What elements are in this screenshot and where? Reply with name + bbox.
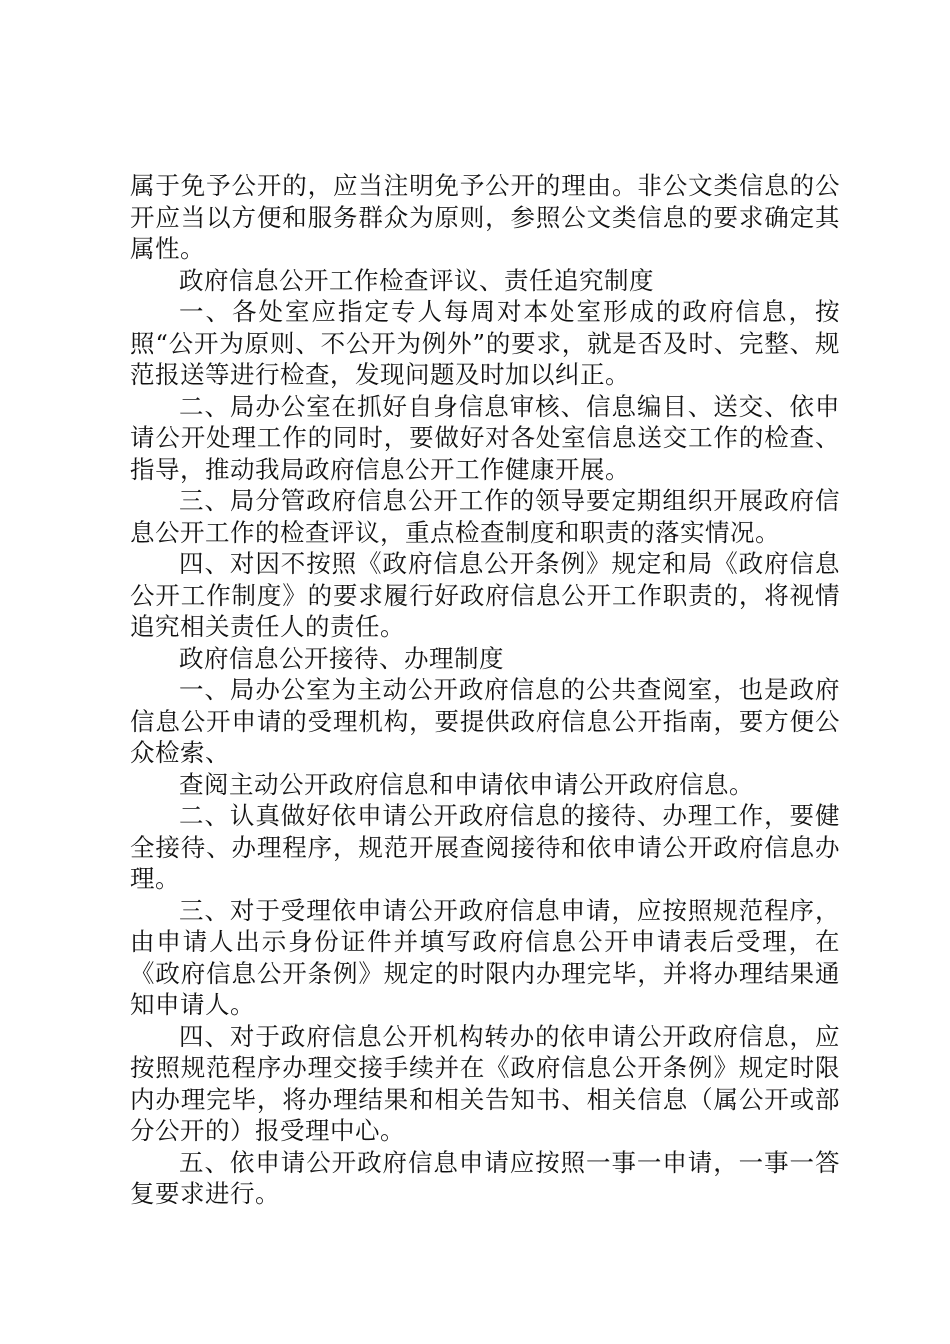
paragraph-reception-1: 一、局办公室为主动公开政府信息的公共查阅室，也是政府信息公开申请的受理机构，要提供政府信息公开指南，要方便公众检索、 — [130, 675, 840, 767]
paragraph-reception-5: 五、依申请公开政府信息申请应按照一事一申请，一事一答复要求进行。 — [130, 1147, 840, 1208]
paragraph-reception-2: 二、认真做好依申请公开政府信息的接待、办理工作，要健全接待、办理程序，规范开展查阅接待和依申请公开政府信息办理。 — [130, 801, 840, 893]
section-heading-reception: 政府信息公开接待、办理制度 — [179, 643, 504, 673]
paragraph-continuation: 属于免予公开的，应当注明免予公开的理由。非公文类信息的公开应当以方便和服务群众为原则，参照公文类信息的要求确定其属性。 — [130, 171, 840, 263]
paragraph-inspection-2: 二、局办公室在抓好自身信息审核、信息编目、送交、依申请公开处理工作的同时，要做好对各处室信息送交工作的检查、指导，推动我局政府信息公开工作健康开展。 — [130, 391, 840, 484]
paragraph-inspection-1: 一、各处室应指定专人每周对本处室形成的政府信息，按照“公开为原则、不公开为例外”的要求，就是否及时、完整、规范报送等进行检查，发现问题及时加以纠正。 — [130, 297, 840, 389]
paragraph-inspection-4: 四、对因不按照《政府信息公开条例》规定和局《政府信息公开工作制度》的要求履行好政府信息公开工作职责的，将视情追究相关责任人的责任。 — [130, 549, 840, 641]
paragraph-reception-3: 三、对于受理依申请公开政府信息申请，应按照规范程序，由申请人出示身份证件并填写政府信息公开申请表后受理，在《政府信息公开条例》规定的时限内办理完毕，并将办理结果通知申请人。 — [130, 895, 840, 1019]
paragraph-reception-4: 四、对于政府信息公开机构转办的依申请公开政府信息，应按照规范程序办理交接手续并在《政府信息公开条例》规定时限内办理完毕，将办理结果和相关告知书、相关信息（属公开或部分公开的）报受理中心。 — [130, 1021, 840, 1145]
section-heading-inspection: 政府信息公开工作检查评议、责任追究制度 — [179, 265, 654, 295]
paragraph-reception-1-cont: 查阅主动公开政府信息和申请依申请公开政府信息。 — [179, 769, 754, 799]
paragraph-inspection-3: 三、局分管政府信息公开工作的领导要定期组织开展政府信息公开工作的检查评议，重点检查制度和职责的落实情况。 — [130, 486, 840, 547]
document-body — [130, 170, 840, 1210]
